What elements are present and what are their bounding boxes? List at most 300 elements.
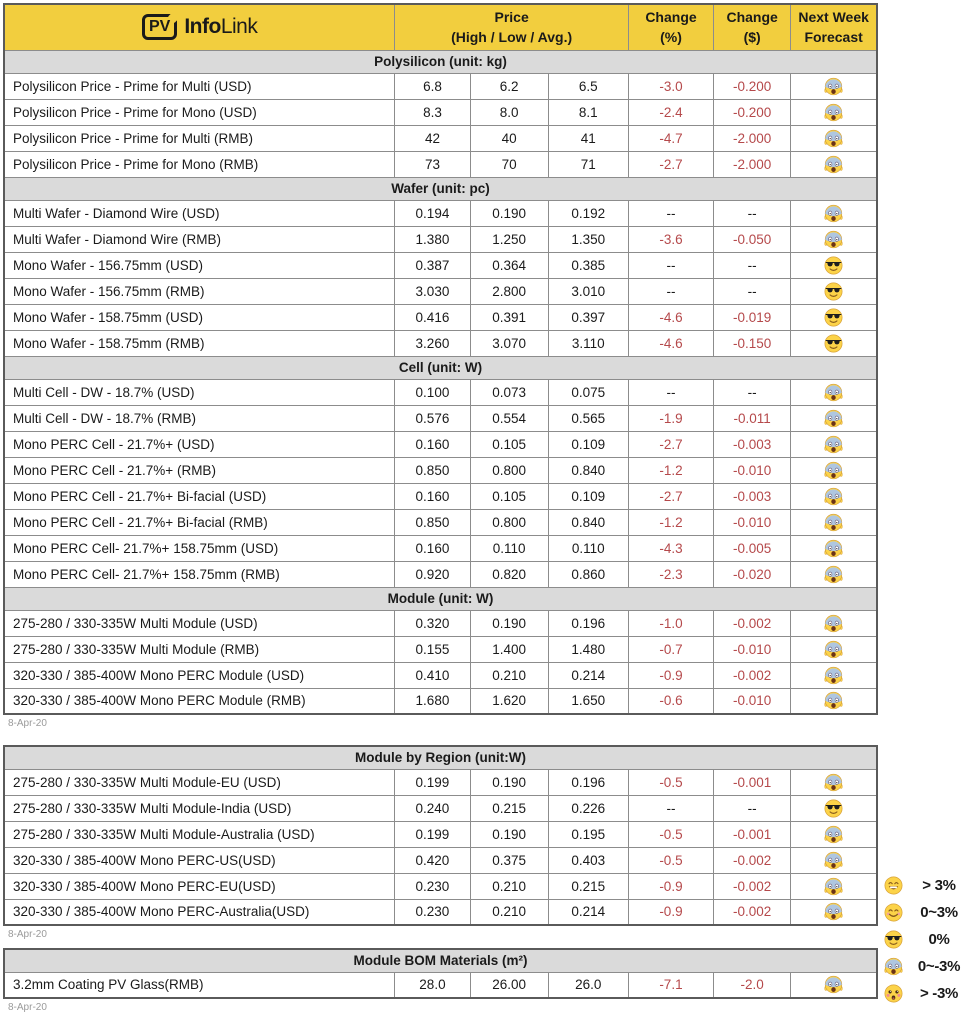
legend-item	[884, 980, 967, 1007]
price-low: 0.210	[470, 662, 548, 688]
price-low: 3.070	[470, 330, 548, 356]
row-label: 275-280 / 330-335W Multi Module (USD)	[4, 610, 395, 636]
table-row	[4, 535, 877, 561]
change-pct: -1.2	[628, 509, 713, 535]
scream-face-icon	[824, 539, 843, 558]
table-row	[4, 330, 877, 356]
legend-label: 0%	[928, 931, 950, 948]
change-usd: -0.010	[714, 509, 791, 535]
change-pct: -0.5	[628, 847, 713, 873]
price-high: 73	[395, 151, 470, 177]
table-row	[4, 636, 877, 662]
section-header-row	[4, 746, 877, 769]
section-title: Module BOM Materials (m²)	[4, 949, 877, 972]
scream-face-icon	[824, 383, 843, 402]
price-table-region	[3, 745, 878, 926]
price-high: 0.155	[395, 636, 470, 662]
price-high: 0.100	[395, 379, 470, 405]
change-usd: -0.150	[714, 330, 791, 356]
table-row	[4, 610, 877, 636]
price-low: 0.190	[470, 200, 548, 226]
price-high: 0.576	[395, 405, 470, 431]
scream-face-icon	[824, 204, 843, 223]
change-usd: -0.200	[714, 99, 791, 125]
row-label: Polysilicon Price - Prime for Multi (USD)	[4, 73, 395, 99]
scream-face-icon	[824, 435, 843, 454]
legend-label: > -3%	[919, 985, 959, 1002]
price-low: 0.190	[470, 610, 548, 636]
price-low: 8.0	[470, 99, 548, 125]
price-low: 0.210	[470, 899, 548, 925]
forecast-cell	[791, 99, 877, 125]
price-avg: 0.385	[548, 252, 628, 278]
scream-face-icon	[824, 230, 843, 249]
price-high: 1.680	[395, 688, 470, 714]
price-avg: 6.5	[548, 73, 628, 99]
price-high: 0.199	[395, 769, 470, 795]
forecast-cell	[791, 379, 877, 405]
row-label: 275-280 / 330-335W Multi Module-India (USD)	[4, 795, 395, 821]
table-row	[4, 278, 877, 304]
row-label: Mono PERC Cell - 21.7%+ Bi-facial (RMB)	[4, 509, 395, 535]
price-avg: 0.565	[548, 405, 628, 431]
section-header-row	[4, 949, 877, 972]
row-label: Mono PERC Cell- 21.7%+ 158.75mm (RMB)	[4, 561, 395, 587]
forecast-cell	[791, 795, 877, 821]
change-usd: -0.019	[714, 304, 791, 330]
change-pct: -0.9	[628, 662, 713, 688]
price-high: 0.920	[395, 561, 470, 587]
price-high: 8.3	[395, 99, 470, 125]
legend-label: 0~-3%	[917, 958, 961, 975]
sunglasses-face-icon	[824, 334, 843, 353]
row-label: Mono Wafer - 158.75mm (USD)	[4, 304, 395, 330]
forecast-cell	[791, 330, 877, 356]
table-row	[4, 226, 877, 252]
change-pct: -1.2	[628, 457, 713, 483]
row-label: 320-330 / 385-400W Mono PERC-US(USD)	[4, 847, 395, 873]
scream-face-icon	[824, 691, 843, 710]
report-date: 8-Apr-20	[8, 1002, 47, 1013]
change-usd-column-header: Change ($)	[714, 4, 791, 50]
price-high: 0.416	[395, 304, 470, 330]
price-high: 0.387	[395, 252, 470, 278]
forecast-cell	[791, 847, 877, 873]
price-high: 0.320	[395, 610, 470, 636]
change-usd: -0.200	[714, 73, 791, 99]
row-label: 275-280 / 330-335W Multi Module-Australia (USD)	[4, 821, 395, 847]
row-label: Mono Wafer - 156.75mm (RMB)	[4, 278, 395, 304]
forecast-cell	[791, 226, 877, 252]
row-label: 320-330 / 385-400W Mono PERC Module (USD)	[4, 662, 395, 688]
row-label: Mono PERC Cell - 21.7%+ Bi-facial (USD)	[4, 483, 395, 509]
change-pct: -2.4	[628, 99, 713, 125]
change-pct: -4.7	[628, 125, 713, 151]
price-avg: 1.350	[548, 226, 628, 252]
price-low: 0.210	[470, 873, 548, 899]
table-header-row	[4, 4, 877, 50]
change-pct: -0.5	[628, 769, 713, 795]
row-label: 320-330 / 385-400W Mono PERC Module (RMB)	[4, 688, 395, 714]
change-pct: --	[628, 200, 713, 226]
legend-item	[884, 953, 967, 980]
price-low: 2.800	[470, 278, 548, 304]
price-avg: 8.1	[548, 99, 628, 125]
scream-face-icon	[824, 851, 843, 870]
scream-face-icon	[824, 902, 843, 921]
change-usd: -0.002	[714, 899, 791, 925]
grin-face-icon	[884, 876, 903, 895]
price-high: 0.850	[395, 509, 470, 535]
forecast-cell	[791, 610, 877, 636]
price-high: 3.030	[395, 278, 470, 304]
price-avg: 0.196	[548, 610, 628, 636]
scream-face-icon	[824, 565, 843, 584]
change-pct: -2.7	[628, 151, 713, 177]
forecast-cell	[791, 457, 877, 483]
price-high: 0.420	[395, 847, 470, 873]
table-row	[4, 125, 877, 151]
change-usd: -0.003	[714, 431, 791, 457]
table-row	[4, 662, 877, 688]
row-label: 275-280 / 330-335W Multi Module (RMB)	[4, 636, 395, 662]
table-row	[4, 509, 877, 535]
pv-badge-icon: PV	[142, 14, 177, 40]
scream-face-icon	[824, 409, 843, 428]
change-usd: -2.000	[714, 125, 791, 151]
price-high: 28.0	[395, 972, 470, 998]
change-pct: --	[628, 795, 713, 821]
pvinfolink-logo	[7, 12, 392, 42]
scream-face-icon	[824, 155, 843, 174]
table-row	[4, 899, 877, 925]
price-high: 0.160	[395, 535, 470, 561]
scream-face-icon	[824, 640, 843, 659]
price-high: 42	[395, 125, 470, 151]
price-low: 0.190	[470, 821, 548, 847]
change-pct: -3.0	[628, 73, 713, 99]
price-table-main	[3, 3, 878, 715]
change-usd: -0.002	[714, 662, 791, 688]
legend-label: 0~3%	[920, 904, 958, 921]
row-label: Polysilicon Price - Prime for Multi (RMB)	[4, 125, 395, 151]
scream-face-icon	[824, 103, 843, 122]
change-pct: -0.6	[628, 688, 713, 714]
forecast-cell	[791, 125, 877, 151]
change-usd: --	[714, 252, 791, 278]
forecast-cell	[791, 535, 877, 561]
change-pct: -4.6	[628, 304, 713, 330]
price-avg: 41	[548, 125, 628, 151]
price-high: 0.240	[395, 795, 470, 821]
price-high: 0.410	[395, 662, 470, 688]
sunglasses-face-icon	[824, 256, 843, 275]
price-avg: 0.397	[548, 304, 628, 330]
forecast-cell	[791, 509, 877, 535]
scream-face-icon	[824, 513, 843, 532]
scream-face-icon	[824, 666, 843, 685]
change-pct: -0.5	[628, 821, 713, 847]
forecast-cell	[791, 972, 877, 998]
price-avg: 0.192	[548, 200, 628, 226]
change-usd: --	[714, 278, 791, 304]
change-pct: -0.7	[628, 636, 713, 662]
price-low: 0.110	[470, 535, 548, 561]
change-pct: -3.6	[628, 226, 713, 252]
price-avg: 3.110	[548, 330, 628, 356]
price-column-header: Price (High / Low / Avg.)	[395, 4, 629, 50]
price-high: 6.8	[395, 73, 470, 99]
sunglasses-face-icon	[824, 282, 843, 301]
price-avg: 0.109	[548, 431, 628, 457]
section-title: Module by Region (unit:W)	[4, 746, 877, 769]
forecast-cell	[791, 252, 877, 278]
table-row	[4, 847, 877, 873]
legend-label: > 3%	[922, 877, 956, 894]
price-avg: 0.195	[548, 821, 628, 847]
change-pct: -7.1	[628, 972, 713, 998]
price-low: 0.800	[470, 509, 548, 535]
price-avg: 0.196	[548, 769, 628, 795]
price-avg: 3.010	[548, 278, 628, 304]
table-row	[4, 688, 877, 714]
scream-face-icon	[824, 77, 843, 96]
change-usd: --	[714, 379, 791, 405]
legend-item	[884, 899, 967, 926]
row-label: Mono PERC Cell - 21.7%+ (RMB)	[4, 457, 395, 483]
table-row	[4, 431, 877, 457]
row-label: 320-330 / 385-400W Mono PERC-Australia(USD)	[4, 899, 395, 925]
row-label: Multi Wafer - Diamond Wire (USD)	[4, 200, 395, 226]
row-label: 275-280 / 330-335W Multi Module-EU (USD)	[4, 769, 395, 795]
change-pct: --	[628, 379, 713, 405]
table-row	[4, 379, 877, 405]
change-usd: -0.011	[714, 405, 791, 431]
table-row	[4, 769, 877, 795]
table-row	[4, 200, 877, 226]
scream-face-icon	[824, 825, 843, 844]
row-label: 320-330 / 385-400W Mono PERC-EU(USD)	[4, 873, 395, 899]
scream-face-icon	[884, 957, 903, 976]
price-avg: 0.109	[548, 483, 628, 509]
table-row	[4, 151, 877, 177]
price-avg: 0.110	[548, 535, 628, 561]
change-usd: -2.000	[714, 151, 791, 177]
change-pct: -2.7	[628, 431, 713, 457]
section-header-row	[4, 50, 877, 73]
row-label: Multi Cell - DW - 18.7% (USD)	[4, 379, 395, 405]
scream-face-icon	[824, 975, 843, 994]
price-high: 0.194	[395, 200, 470, 226]
price-low: 0.554	[470, 405, 548, 431]
forecast-cell	[791, 73, 877, 99]
section-title: Cell (unit: W)	[4, 356, 877, 379]
forecast-cell	[791, 769, 877, 795]
price-low: 0.073	[470, 379, 548, 405]
change-usd: -0.001	[714, 769, 791, 795]
row-label: Mono PERC Cell - 21.7%+ (USD)	[4, 431, 395, 457]
price-avg: 1.650	[548, 688, 628, 714]
change-usd: --	[714, 200, 791, 226]
row-label: Polysilicon Price - Prime for Mono (RMB)	[4, 151, 395, 177]
row-label: Mono Wafer - 158.75mm (RMB)	[4, 330, 395, 356]
row-label: Multi Wafer - Diamond Wire (RMB)	[4, 226, 395, 252]
scream-face-icon	[824, 614, 843, 633]
price-avg: 26.0	[548, 972, 628, 998]
price-high: 1.380	[395, 226, 470, 252]
price-low: 0.820	[470, 561, 548, 587]
scream-face-icon	[824, 877, 843, 896]
forecast-cell	[791, 278, 877, 304]
price-avg: 0.840	[548, 509, 628, 535]
price-avg: 0.403	[548, 847, 628, 873]
sunglasses-face-icon	[824, 799, 843, 818]
forecast-cell	[791, 662, 877, 688]
price-low: 70	[470, 151, 548, 177]
table-row	[4, 304, 877, 330]
price-low: 26.00	[470, 972, 548, 998]
scream-face-icon	[824, 129, 843, 148]
price-low: 0.800	[470, 457, 548, 483]
price-avg: 0.840	[548, 457, 628, 483]
change-usd: -0.010	[714, 457, 791, 483]
row-label: Mono PERC Cell- 21.7%+ 158.75mm (USD)	[4, 535, 395, 561]
forecast-cell	[791, 304, 877, 330]
row-label: 3.2mm Coating PV Glass(RMB)	[4, 972, 395, 998]
price-avg: 0.214	[548, 662, 628, 688]
change-usd: -0.020	[714, 561, 791, 587]
price-avg: 0.215	[548, 873, 628, 899]
forecast-cell	[791, 431, 877, 457]
forecast-legend	[884, 872, 967, 1007]
change-usd: -0.003	[714, 483, 791, 509]
sunglasses-face-icon	[824, 308, 843, 327]
scream-face-icon	[824, 487, 843, 506]
change-usd: -0.002	[714, 847, 791, 873]
table-row	[4, 99, 877, 125]
price-low: 40	[470, 125, 548, 151]
change-usd: -0.002	[714, 873, 791, 899]
price-high: 0.230	[395, 873, 470, 899]
shocked-face-icon	[884, 984, 903, 1003]
section-header-row	[4, 356, 877, 379]
smile-face-icon	[884, 903, 903, 922]
table-row	[4, 873, 877, 899]
price-avg: 71	[548, 151, 628, 177]
change-pct: --	[628, 278, 713, 304]
logo-cell	[4, 4, 395, 50]
table-row	[4, 73, 877, 99]
table-row	[4, 821, 877, 847]
price-low: 0.105	[470, 483, 548, 509]
price-avg: 1.480	[548, 636, 628, 662]
forecast-cell	[791, 405, 877, 431]
change-usd: -2.0	[714, 972, 791, 998]
section-title: Module (unit: W)	[4, 587, 877, 610]
change-pct: -0.9	[628, 899, 713, 925]
price-high: 0.230	[395, 899, 470, 925]
change-usd: -0.005	[714, 535, 791, 561]
change-usd: -0.050	[714, 226, 791, 252]
price-low: 0.190	[470, 769, 548, 795]
sunglasses-face-icon	[884, 930, 903, 949]
change-usd: -0.010	[714, 688, 791, 714]
forecast-cell	[791, 151, 877, 177]
change-pct: --	[628, 252, 713, 278]
price-avg: 0.075	[548, 379, 628, 405]
section-title: Polysilicon (unit: kg)	[4, 50, 877, 73]
forecast-cell	[791, 688, 877, 714]
section-header-row	[4, 587, 877, 610]
price-low: 1.620	[470, 688, 548, 714]
change-pct: -2.7	[628, 483, 713, 509]
change-pct-column-header: Change (%)	[628, 4, 713, 50]
forecast-cell	[791, 561, 877, 587]
price-low: 6.2	[470, 73, 548, 99]
forecast-cell	[791, 483, 877, 509]
price-high: 0.199	[395, 821, 470, 847]
forecast-cell	[791, 636, 877, 662]
table-row	[4, 457, 877, 483]
report-date: 8-Apr-20	[8, 929, 47, 940]
change-usd: -0.010	[714, 636, 791, 662]
change-pct: -1.0	[628, 610, 713, 636]
row-label: Mono Wafer - 156.75mm (USD)	[4, 252, 395, 278]
forecast-cell	[791, 873, 877, 899]
price-low: 0.375	[470, 847, 548, 873]
section-title: Wafer (unit: pc)	[4, 177, 877, 200]
price-low: 0.391	[470, 304, 548, 330]
row-label: Polysilicon Price - Prime for Mono (USD)	[4, 99, 395, 125]
change-usd: -0.002	[714, 610, 791, 636]
logo-text: InfoLink	[184, 15, 258, 39]
price-high: 0.850	[395, 457, 470, 483]
price-low: 1.400	[470, 636, 548, 662]
change-pct: -2.3	[628, 561, 713, 587]
forecast-cell	[791, 899, 877, 925]
scream-face-icon	[824, 461, 843, 480]
legend-item	[884, 872, 967, 899]
table-row	[4, 972, 877, 998]
price-low: 0.364	[470, 252, 548, 278]
forecast-column-header: Next Week Forecast	[791, 4, 877, 50]
price-high: 3.260	[395, 330, 470, 356]
table-row	[4, 483, 877, 509]
change-pct: -4.6	[628, 330, 713, 356]
table-row	[4, 561, 877, 587]
price-avg: 0.214	[548, 899, 628, 925]
table-row	[4, 252, 877, 278]
price-high: 0.160	[395, 483, 470, 509]
report-date: 8-Apr-20	[8, 718, 47, 729]
row-label: Multi Cell - DW - 18.7% (RMB)	[4, 405, 395, 431]
change-pct: -1.9	[628, 405, 713, 431]
price-low: 0.105	[470, 431, 548, 457]
price-table-bom	[3, 948, 878, 999]
scream-face-icon	[824, 773, 843, 792]
price-low: 0.215	[470, 795, 548, 821]
price-high: 0.160	[395, 431, 470, 457]
change-pct: -0.9	[628, 873, 713, 899]
forecast-cell	[791, 821, 877, 847]
change-usd: --	[714, 795, 791, 821]
section-header-row	[4, 177, 877, 200]
price-low: 1.250	[470, 226, 548, 252]
price-avg: 0.860	[548, 561, 628, 587]
legend-item	[884, 926, 967, 953]
change-usd: -0.001	[714, 821, 791, 847]
forecast-cell	[791, 200, 877, 226]
